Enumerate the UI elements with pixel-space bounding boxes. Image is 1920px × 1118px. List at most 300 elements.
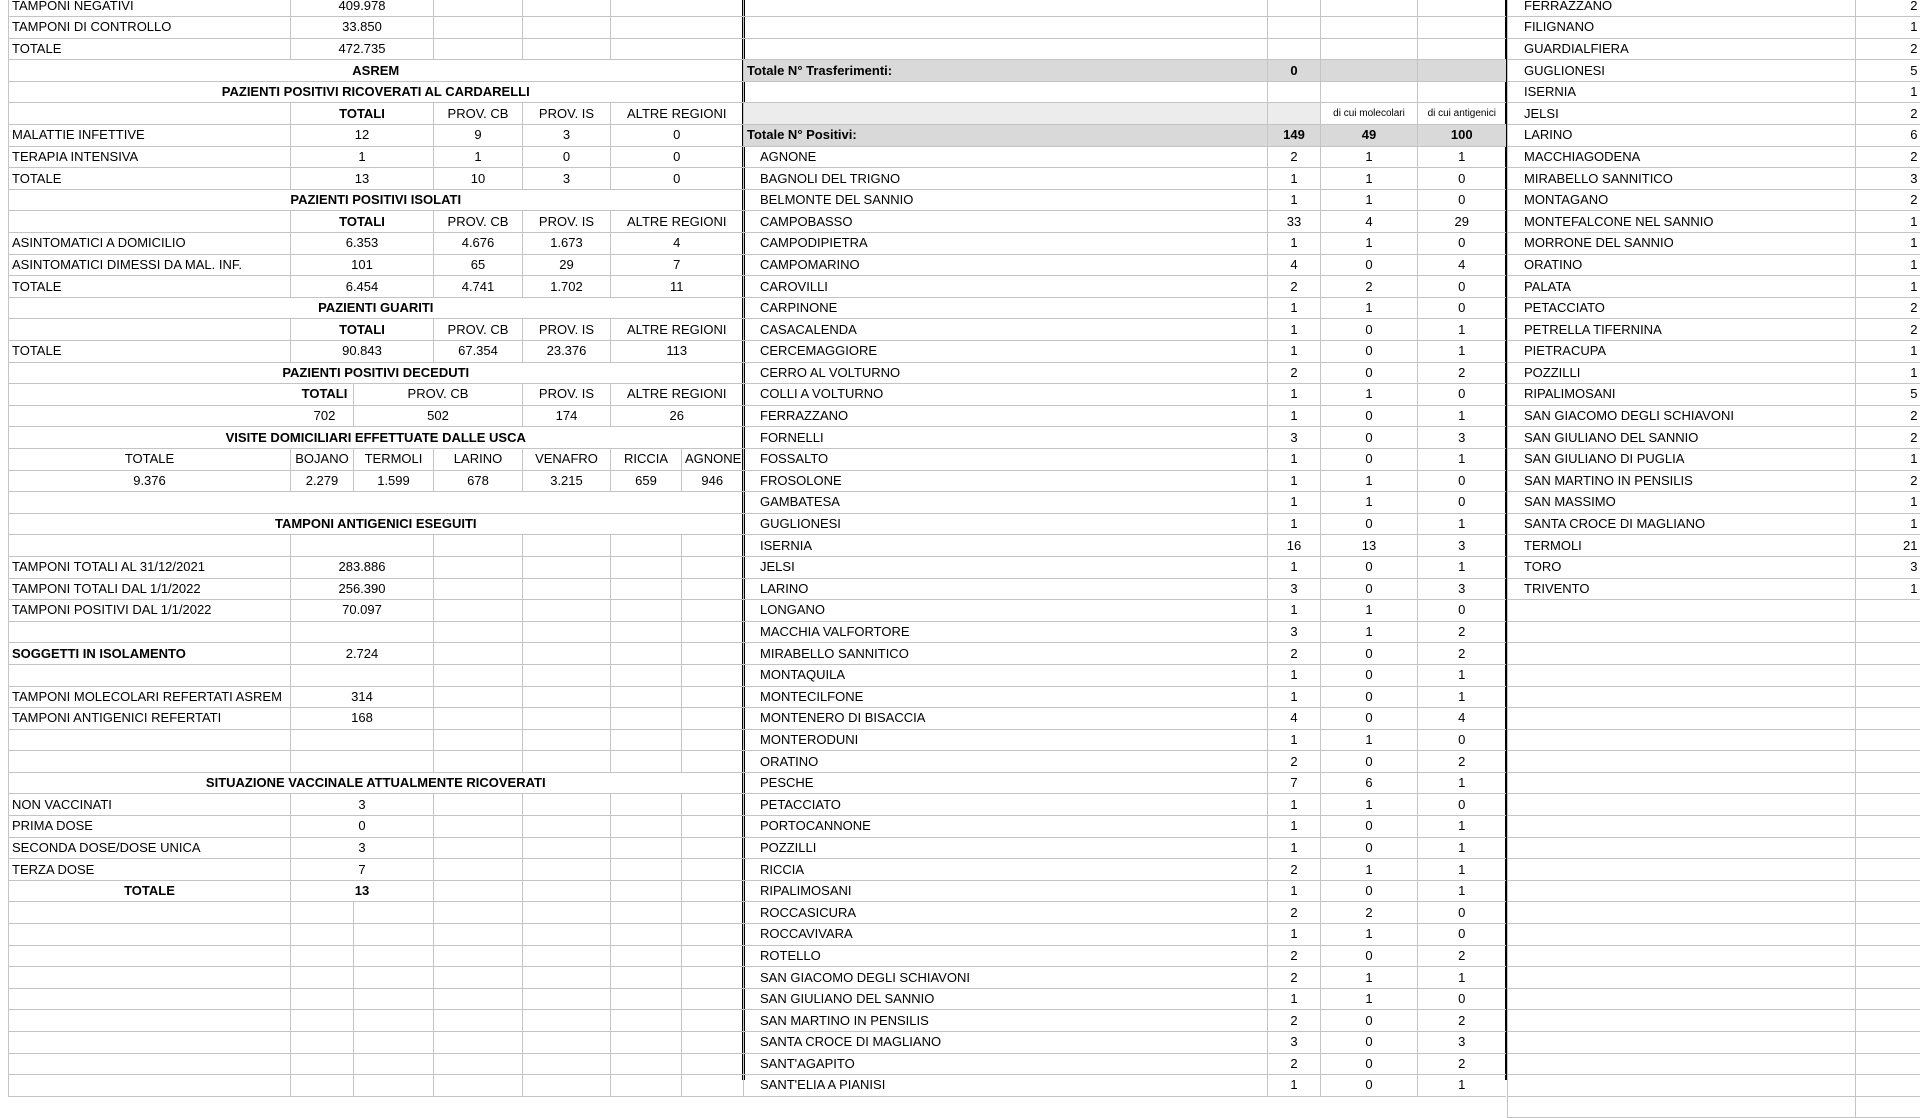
cell-antigenici: 2: [1418, 751, 1506, 773]
cell-antigenici: 2: [1418, 362, 1506, 384]
cell-antigenici: 0: [1418, 470, 1506, 492]
cell-altre: 113: [611, 341, 743, 363]
cell-antigenici: 29: [1418, 211, 1506, 233]
cell-totale: 2: [1268, 146, 1321, 168]
cell-totale: 1: [1268, 816, 1321, 838]
comune-name: FERRAZZANO: [744, 405, 1268, 427]
table-row: [1508, 60, 1920, 82]
table-row: [9, 470, 743, 492]
cell-molecolari: 1: [1321, 146, 1418, 168]
table-row: [1508, 578, 1920, 600]
cell-totale: 2: [1268, 276, 1321, 298]
comune-name: PIETRACUPA: [1508, 341, 1856, 363]
comune-name: SAN GIACOMO DEGLI SCHIAVONI: [1508, 405, 1856, 427]
table-row: [9, 168, 743, 190]
row-value: 3: [291, 794, 434, 816]
cell-antigenici: 0: [1418, 902, 1506, 924]
row-label: ASINTOMATICI A DOMICILIO: [9, 233, 291, 255]
table-row: [9, 578, 743, 600]
table-row: [744, 600, 1506, 622]
row-value: 7: [291, 859, 434, 881]
cell-count: 5: [1856, 60, 1920, 82]
comune-name: AGNONE: [744, 146, 1268, 168]
cell-totale: 16: [1268, 535, 1321, 557]
cell-totali: 702: [9, 405, 354, 427]
cell-antigenici: 0: [1418, 729, 1506, 751]
cell-antigenici: 1: [1418, 405, 1506, 427]
cell-count: 5: [1856, 384, 1920, 406]
section-title-deceduti: PAZIENTI POSITIVI DECEDUTI: [9, 362, 743, 384]
header-venafro: VENAFRO: [523, 448, 611, 470]
row-label: PRIMA DOSE: [9, 816, 291, 838]
cell-molecolari: 0: [1321, 254, 1418, 276]
header-prov-cb: PROV. CB: [434, 103, 523, 125]
table-row: [1508, 513, 1920, 535]
table-row: [1508, 535, 1920, 557]
cell-antigenici: 0: [1418, 189, 1506, 211]
comune-name: FOSSALTO: [744, 448, 1268, 470]
comune-name: TORO: [1508, 556, 1856, 578]
cell-molecolari: 0: [1321, 319, 1418, 341]
table-row-total: [9, 880, 743, 902]
cell-count: 1: [1856, 578, 1920, 600]
table-row: [744, 513, 1506, 535]
cell-totale: 7: [1268, 772, 1321, 794]
cell-totali: 13: [291, 168, 434, 190]
cell-molecolari: 1: [1321, 859, 1418, 881]
row-label: ASINTOMATICI DIMESSI DA MAL. INF.: [9, 254, 291, 276]
cell-molecolari: 1: [1321, 297, 1418, 319]
cell-totale: 1: [1268, 189, 1321, 211]
row-label: TAMPONI TOTALI AL 31/12/2021: [9, 556, 291, 578]
cell-totale: 1: [1268, 168, 1321, 190]
comune-name: GUGLIONESI: [744, 513, 1268, 535]
row-label: TOTALE: [9, 38, 291, 60]
cell-antigenici: 1: [1418, 686, 1506, 708]
cell-count: 2: [1856, 38, 1920, 60]
table-row: [744, 319, 1506, 341]
table-row: [744, 729, 1506, 751]
cell-molecolari: 1: [1321, 924, 1418, 946]
cell-count: 1: [1856, 492, 1920, 514]
table-row: [744, 643, 1506, 665]
comune-name: MONTENERO DI BISACCIA: [744, 708, 1268, 730]
cell-venafro: 3.215: [523, 470, 611, 492]
cell-is: 0: [523, 146, 611, 168]
section-title-isolati: PAZIENTI POSITIVI ISOLATI: [9, 189, 743, 211]
comune-name: MONTEFALCONE NEL SANNIO: [1508, 211, 1856, 233]
cell-larino: 678: [434, 470, 523, 492]
comune-name: SAN MARTINO IN PENSILIS: [744, 1010, 1268, 1032]
cell-antigenici: 0: [1418, 924, 1506, 946]
cell-totale: 1: [1268, 297, 1321, 319]
header-totali: TOTALI: [291, 211, 434, 233]
cell-totali: 101: [291, 254, 434, 276]
comune-name: FILIGNANO: [1508, 17, 1856, 39]
cell-altre: 0: [611, 168, 743, 190]
cell-riccia: 659: [611, 470, 682, 492]
header-prov-is: PROV. IS: [523, 384, 611, 406]
table-row: [744, 254, 1506, 276]
cell-antigenici: 1: [1418, 341, 1506, 363]
cell-molecolari: 2: [1321, 276, 1418, 298]
trasferimenti-label: Totale N° Trasferimenti:: [744, 60, 1268, 82]
comune-name: MIRABELLO SANNITICO: [744, 643, 1268, 665]
cell-totale: 2: [1268, 859, 1321, 881]
cell-cb: 1: [434, 146, 523, 168]
comune-name: TERMOLI: [1508, 535, 1856, 557]
positivi-per-comune-table: [743, 0, 1506, 1097]
comune-name: MONTERODUNI: [744, 729, 1268, 751]
row-value: 256.390: [291, 578, 434, 600]
cell-antigenici: 3: [1418, 535, 1506, 557]
table-row: [744, 233, 1506, 255]
cell-molecolari: 13: [1321, 535, 1418, 557]
cell-altre: 26: [611, 405, 743, 427]
table-row: [744, 146, 1506, 168]
cell-altre: 7: [611, 254, 743, 276]
cell-totale: 33: [1268, 211, 1321, 233]
cell-molecolari: 0: [1321, 1053, 1418, 1075]
comune-name: GUGLIONESI: [1508, 60, 1856, 82]
cell-antigenici: 0: [1418, 276, 1506, 298]
table-row: [744, 945, 1506, 967]
comune-name: RIPALIMOSANI: [1508, 384, 1856, 406]
table-row: [744, 902, 1506, 924]
table-row: [9, 146, 743, 168]
cell-totale: 1: [1268, 988, 1321, 1010]
table-row: [744, 448, 1506, 470]
comune-name: ORATINO: [1508, 254, 1856, 276]
cell-totale: 3: [1268, 427, 1321, 449]
cell-antigenici: 3: [1418, 427, 1506, 449]
cell-antigenici: 4: [1418, 254, 1506, 276]
comune-name: GUARDIALFIERA: [1508, 38, 1856, 60]
cell-antigenici: 0: [1418, 168, 1506, 190]
comune-name: ROTELLO: [744, 945, 1268, 967]
table-row: [744, 1053, 1506, 1075]
header-prov-is: PROV. IS: [523, 319, 611, 341]
table-row: [744, 384, 1506, 406]
comune-name: POZZILLI: [744, 837, 1268, 859]
comune-name: MONTAGANO: [1508, 189, 1856, 211]
cell-molecolari: 1: [1321, 168, 1418, 190]
header-bojano: BOJANO: [291, 448, 354, 470]
table-row: [1508, 362, 1920, 384]
cell-antigenici: 3: [1418, 578, 1506, 600]
table-row: [1508, 556, 1920, 578]
cell-totale: 1: [1268, 492, 1321, 514]
table-row: [9, 233, 743, 255]
table-row: [1508, 297, 1920, 319]
header-termoli: TERMOLI: [354, 448, 434, 470]
comune-name: MACCHIAGODENA: [1508, 146, 1856, 168]
row-value: 168: [291, 708, 434, 730]
cell-count: 1: [1856, 17, 1920, 39]
comune-name: RICCIA: [744, 859, 1268, 881]
cell-totale: 3: [1268, 621, 1321, 643]
comune-name: MONTECILFONE: [744, 686, 1268, 708]
cell-totale: 2: [1268, 643, 1321, 665]
cell-count: 2: [1856, 297, 1920, 319]
cell-totale: 3: [1268, 1032, 1321, 1054]
cell-totali: 90.843: [291, 341, 434, 363]
table-row: [9, 0, 743, 17]
table-row: [9, 556, 743, 578]
table-row: [1508, 81, 1920, 103]
comune-name: ROCCASICURA: [744, 902, 1268, 924]
cell-molecolari: 0: [1321, 405, 1418, 427]
table-row: [9, 125, 743, 147]
cell-totale: 1: [1268, 729, 1321, 751]
table-row: [1508, 17, 1920, 39]
comune-name: SAN GIULIANO DEL SANNIO: [744, 988, 1268, 1010]
comune-name: CAMPOMARINO: [744, 254, 1268, 276]
column-headers: [9, 103, 743, 125]
header-altre-regioni: ALTRE REGIONI: [611, 319, 743, 341]
row-value: 3: [291, 837, 434, 859]
cell-count: 2: [1856, 405, 1920, 427]
column-headers: [9, 448, 743, 470]
cell-antigenici: 1: [1418, 880, 1506, 902]
cell-count: 1: [1856, 81, 1920, 103]
table-row: [9, 794, 743, 816]
comune-name: SAN MARTINO IN PENSILIS: [1508, 470, 1856, 492]
table-row: [744, 535, 1506, 557]
cell-totale: 2: [1268, 902, 1321, 924]
comune-name: CAMPOBASSO: [744, 211, 1268, 233]
header-totale: TOTALE: [9, 448, 291, 470]
cell-count: 1: [1856, 448, 1920, 470]
cell-totale: 1: [1268, 319, 1321, 341]
header-prov-is: PROV. IS: [523, 211, 611, 233]
row-value: 314: [291, 686, 434, 708]
comune-name: JELSI: [1508, 103, 1856, 125]
comune-name: PETACCIATO: [1508, 297, 1856, 319]
row-label: TOTALE: [9, 168, 291, 190]
cell-molecolari: 6: [1321, 772, 1418, 794]
table-row: [744, 276, 1506, 298]
comune-name: FORNELLI: [744, 427, 1268, 449]
asrem-report-table: [8, 0, 743, 1097]
table-row: [744, 708, 1506, 730]
comune-name: MACCHIA VALFORTORE: [744, 621, 1268, 643]
cell-is: 174: [523, 405, 611, 427]
table-row: [744, 1032, 1506, 1054]
table-row: [1508, 254, 1920, 276]
table-row: [744, 686, 1506, 708]
cell-antigenici: 2: [1418, 945, 1506, 967]
cell-molecolari: 0: [1321, 341, 1418, 363]
cell-molecolari: 0: [1321, 945, 1418, 967]
table-row: [744, 751, 1506, 773]
cell-antigenici: 1: [1418, 513, 1506, 535]
comune-name: CAMPODIPIETRA: [744, 233, 1268, 255]
header-larino: LARINO: [434, 448, 523, 470]
cell-molecolari: 0: [1321, 513, 1418, 535]
row-label: TAMPONI ANTIGENICI REFERTATI: [9, 708, 291, 730]
cell-totale: 1: [1268, 1075, 1321, 1097]
cell-antigenici: 1: [1418, 1075, 1506, 1097]
header-prov-cb: PROV. CB: [434, 319, 523, 341]
cell-totale: 1: [1268, 794, 1321, 816]
section-title-asrem: ASREM: [9, 60, 743, 82]
cell-totale: 2: [1268, 945, 1321, 967]
cell-molecolari: 0: [1321, 362, 1418, 384]
row-label: MALATTIE INFETTIVE: [9, 125, 291, 147]
cell-count: 2: [1856, 146, 1920, 168]
comune-name: LONGANO: [744, 600, 1268, 622]
table-row: [744, 816, 1506, 838]
cell-is: 1.702: [523, 276, 611, 298]
cell-cb: 67.354: [434, 341, 523, 363]
table-row: [1508, 427, 1920, 449]
cell-molecolari: 0: [1321, 751, 1418, 773]
comune-name: MONTAQUILA: [744, 664, 1268, 686]
row-value: 472.735: [291, 38, 434, 60]
cell-altre: 0: [611, 125, 743, 147]
header-totali: TOTALI: [9, 384, 354, 406]
cell-molecolari: 0: [1321, 1032, 1418, 1054]
row-value-total: 13: [291, 880, 434, 902]
positivi-totale: 149: [1268, 125, 1321, 147]
row-label-isolamento: SOGGETTI IN ISOLAMENTO: [9, 643, 291, 665]
table-row: [744, 967, 1506, 989]
header-altre-regioni: ALTRE REGIONI: [611, 211, 743, 233]
header-prov-cb: PROV. CB: [434, 211, 523, 233]
comune-name: ORATINO: [744, 751, 1268, 773]
comune-name: SAN MASSIMO: [1508, 492, 1856, 514]
row-label: TOTALE: [9, 341, 291, 363]
cell-molecolari: 1: [1321, 470, 1418, 492]
row-label: SECONDA DOSE/DOSE UNICA: [9, 837, 291, 859]
positivi-antigenici: 100: [1418, 125, 1506, 147]
table-row: [1508, 125, 1920, 147]
header-totali: TOTALI: [291, 103, 434, 125]
cell-totale: 1: [1268, 664, 1321, 686]
cell-cb: 65: [434, 254, 523, 276]
cell-totale: 1: [1268, 405, 1321, 427]
comune-name: PESCHE: [744, 772, 1268, 794]
cell-count: 2: [1856, 319, 1920, 341]
cell-molecolari: 0: [1321, 427, 1418, 449]
table-row: [744, 297, 1506, 319]
positivi-label: Totale N° Positivi:: [744, 125, 1268, 147]
cell-antigenici: 0: [1418, 233, 1506, 255]
cell-antigenici: 1: [1418, 146, 1506, 168]
table-row: [744, 492, 1506, 514]
comune-name: FROSOLONE: [744, 470, 1268, 492]
cell-molecolari: 1: [1321, 988, 1418, 1010]
table-row: [1508, 341, 1920, 363]
cell-count: 3: [1856, 556, 1920, 578]
row-value: 0: [291, 816, 434, 838]
cell-molecolari: 0: [1321, 686, 1418, 708]
cell-antigenici: 1: [1418, 556, 1506, 578]
cell-is: 3: [523, 168, 611, 190]
comune-name: POZZILLI: [1508, 362, 1856, 384]
cell-molecolari: 0: [1321, 556, 1418, 578]
table-row: [1508, 211, 1920, 233]
header-prov-is: PROV. IS: [523, 103, 611, 125]
table-row: [1508, 319, 1920, 341]
cell-molecolari: 2: [1321, 902, 1418, 924]
header-agnone: AGNONE: [682, 448, 743, 470]
cell-count: 2: [1856, 189, 1920, 211]
column-headers: [9, 211, 743, 233]
cell-totale: 1: [1268, 341, 1321, 363]
positivi-molecolari: 49: [1321, 125, 1418, 147]
table-row: [1508, 405, 1920, 427]
cell-molecolari: 1: [1321, 621, 1418, 643]
cell-totali: 6.454: [291, 276, 434, 298]
cell-totale: 1: [1268, 924, 1321, 946]
table-row: [744, 621, 1506, 643]
table-row: [1508, 276, 1920, 298]
cell-count: 1: [1856, 233, 1920, 255]
comune-name: SANT'AGAPITO: [744, 1053, 1268, 1075]
section-title-cardarelli: PAZIENTI POSITIVI RICOVERATI AL CARDARELLI: [9, 81, 743, 103]
comune-name: CAROVILLI: [744, 276, 1268, 298]
comune-name: ISERNIA: [1508, 81, 1856, 103]
table-row: [1508, 146, 1920, 168]
row-value: 409.978: [291, 0, 434, 17]
positivi-total-row: [744, 125, 1506, 147]
table-row: [1508, 103, 1920, 125]
cell-antigenici: 2: [1418, 1010, 1506, 1032]
cell-antigenici: 0: [1418, 492, 1506, 514]
comune-name: SANT'ELIA A PIANISI: [744, 1075, 1268, 1097]
comune-name: COLLI A VOLTURNO: [744, 384, 1268, 406]
cell-count: 2: [1856, 470, 1920, 492]
table-row: [9, 600, 743, 622]
comune-name: CERRO AL VOLTURNO: [744, 362, 1268, 384]
table-row: [744, 664, 1506, 686]
cell-molecolari: 0: [1321, 1010, 1418, 1032]
header-altre-regioni: ALTRE REGIONI: [611, 384, 743, 406]
cell-molecolari: 1: [1321, 794, 1418, 816]
cell-count: 2: [1856, 427, 1920, 449]
cell-count: 3: [1856, 168, 1920, 190]
table-row: [744, 924, 1506, 946]
cell-totale: 2: [1268, 1053, 1321, 1075]
table-row: [9, 859, 743, 881]
table-row: [744, 578, 1506, 600]
cell-molecolari: 1: [1321, 384, 1418, 406]
cell-count: 1: [1856, 341, 1920, 363]
cell-count: 1: [1856, 513, 1920, 535]
column-headers: [9, 319, 743, 341]
table-row: [744, 794, 1506, 816]
table-row: [744, 168, 1506, 190]
cell-totale: 9.376: [9, 470, 291, 492]
cell-molecolari: 0: [1321, 837, 1418, 859]
section-title-vaccinale: SITUAZIONE VACCINALE ATTUALMENTE RICOVERATI: [9, 772, 743, 794]
cell-molecolari: 0: [1321, 643, 1418, 665]
cell-antigenici: 3: [1418, 1032, 1506, 1054]
cell-antigenici: 1: [1418, 859, 1506, 881]
cell-totale: 3: [1268, 578, 1321, 600]
cell-antigenici: 1: [1418, 772, 1506, 794]
cell-is: 1.673: [523, 233, 611, 255]
cell-molecolari: 1: [1321, 233, 1418, 255]
table-row: [744, 470, 1506, 492]
table-row: [744, 880, 1506, 902]
cell-totale: 1: [1268, 513, 1321, 535]
cell-count: 2: [1856, 0, 1920, 17]
comune-name: SANTA CROCE DI MAGLIANO: [1508, 513, 1856, 535]
header-totali: TOTALI: [291, 319, 434, 341]
